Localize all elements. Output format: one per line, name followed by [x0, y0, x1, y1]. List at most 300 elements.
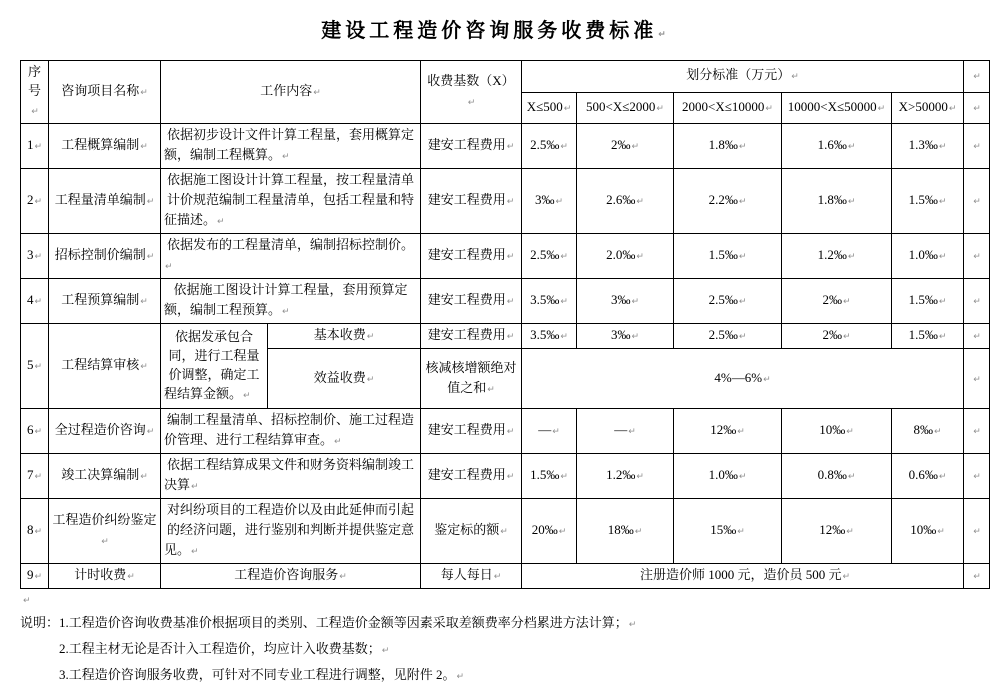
- rate-cell: [522, 454, 577, 499]
- rate-value: 1.5‰: [530, 467, 560, 482]
- paragraph-mark-icon: [242, 386, 251, 401]
- paragraph-mark-icon: [559, 247, 568, 262]
- paragraph-mark-icon: [559, 327, 568, 342]
- range-header-3: [782, 92, 892, 124]
- project-name: 全过程造价咨询: [54, 422, 146, 437]
- paragraph-mark-icon: [281, 147, 290, 162]
- paragraph-mark-icon: [190, 477, 199, 492]
- paragraph-mark-icon: [847, 137, 856, 152]
- row-end-mark-icon: [964, 234, 990, 279]
- work-content: 依据施工图设计计算工程量，套用预算定额，编制工程预算。: [164, 282, 408, 317]
- fee-base: 建安工程费用: [427, 327, 506, 342]
- table-row: [21, 124, 990, 169]
- paragraph-mark-icon: [381, 641, 390, 656]
- project-name: 工程预算编制: [61, 292, 140, 307]
- col-header-fee-base-label: 收费基数（X）: [427, 73, 515, 88]
- paragraph-mark-icon: [627, 422, 636, 437]
- rate-cell: [674, 169, 782, 234]
- paragraph-mark-icon: [33, 522, 42, 537]
- paragraph-mark-icon: [499, 522, 508, 537]
- paragraph-mark-icon: [559, 292, 568, 307]
- paragraph-mark-icon: [657, 20, 670, 42]
- work-content-cell: [161, 124, 421, 169]
- paragraph-mark-icon: [190, 542, 199, 557]
- note-line: [20, 611, 991, 637]
- rate-cell: [782, 279, 892, 324]
- note-text: 2.工程主材无论是否计入工程造价，均应计入收费基数；: [59, 641, 381, 656]
- paragraph-mark-icon: [146, 192, 155, 207]
- project-name: 计时收费: [74, 567, 127, 582]
- col-header-fee-base: [421, 61, 522, 124]
- work-content-cell: [161, 279, 421, 324]
- row-end-mark-icon: [964, 499, 990, 564]
- work-content-cell: [161, 499, 421, 564]
- col-header-seq: [21, 61, 49, 124]
- paragraph-mark-icon: [100, 532, 109, 547]
- work-content-cell: [161, 409, 421, 454]
- rate-value: 2‰: [822, 327, 842, 342]
- rate-value: 4%—6%: [714, 369, 763, 385]
- paragraph-mark-icon: [139, 357, 148, 372]
- paragraph-mark-icon: [559, 467, 568, 482]
- seq-value: 1: [26, 137, 34, 152]
- paragraph-mark-icon: [554, 192, 563, 207]
- rate-value: 2.5‰: [530, 137, 560, 152]
- fee-base-cell: [421, 349, 522, 409]
- fee-base: 建安工程费用: [427, 422, 506, 437]
- paragraph-mark-icon: [635, 247, 644, 262]
- paragraph-mark-icon: [938, 327, 947, 342]
- project-name: 工程造价纠纷鉴定: [52, 512, 157, 527]
- row-end-mark-icon: [964, 279, 990, 324]
- paragraph-mark-icon: [146, 247, 155, 262]
- paragraph-mark-icon: [738, 292, 747, 307]
- row-end-mark-icon: [964, 324, 990, 349]
- work-content-cell: [161, 564, 421, 589]
- paragraph-mark-icon: [456, 667, 465, 682]
- work-content: 依据发承包合同，进行工程量价调整，确定工程结算金额。: [164, 328, 260, 401]
- rate-cell: [782, 409, 892, 454]
- paragraph-mark-icon: [738, 192, 747, 207]
- rate-cell: [674, 124, 782, 169]
- project-name-cell: [49, 279, 161, 324]
- rate-cell: [892, 499, 964, 564]
- seq-cell: [21, 564, 49, 589]
- paragraph-mark-icon: [634, 522, 643, 537]
- table-row: [21, 454, 990, 499]
- paragraph-mark-icon: [139, 137, 148, 152]
- rate-value: 0.6‰: [908, 467, 938, 482]
- paragraph-mark-icon: [630, 137, 639, 152]
- rate-value: 20‰: [531, 522, 558, 537]
- work-content: 依据施工图设计计算工程量，按工程量清单计价规范编制工程量清单，包括工程量和特征描述。: [164, 172, 414, 227]
- paragraph-mark-icon: [847, 192, 856, 207]
- paragraph-mark-icon: [366, 370, 375, 385]
- range-header-label: 10000<X≤50000: [787, 98, 877, 114]
- fee-base-cell: [421, 234, 522, 279]
- fee-base: 建安工程费用: [427, 292, 506, 307]
- rate-value: 2.0‰: [606, 247, 636, 262]
- rate-cell: [577, 499, 674, 564]
- paragraph-mark-icon: [467, 93, 476, 108]
- paragraph-mark-icon: [33, 137, 42, 152]
- rate-cell: [577, 124, 674, 169]
- paragraph-mark-icon: [738, 467, 747, 482]
- rate-cell: [674, 409, 782, 454]
- empty-paragraph: [22, 591, 991, 607]
- paragraph-mark-icon: [312, 83, 321, 98]
- note-line: [20, 637, 991, 663]
- table-row-hourly: [21, 564, 990, 589]
- fee-base: 鉴定标的额: [434, 522, 500, 537]
- paragraph-mark-icon: [338, 567, 347, 582]
- paragraph-mark-icon: [506, 292, 515, 307]
- paragraph-mark-icon: [933, 422, 942, 437]
- paragraph-mark-icon: [842, 327, 851, 342]
- fee-base-cell: [421, 169, 522, 234]
- rate-value: 18‰: [607, 522, 634, 537]
- fee-base-cell: [421, 324, 522, 349]
- col-header-standard-label: 划分标准（万元）: [686, 67, 791, 83]
- rate-value: 1.8‰: [708, 137, 738, 152]
- table-row: [21, 409, 990, 454]
- paragraph-mark-icon: [938, 137, 947, 152]
- paragraph-mark-icon: [845, 422, 854, 437]
- rate-value: 2.2‰: [708, 192, 738, 207]
- paragraph-mark-icon: [33, 467, 42, 482]
- fee-base-cell: [421, 409, 522, 454]
- rate-value: —: [538, 422, 552, 437]
- work-content: 编制工程量清单、招标控制价、施工过程造价管理、进行工程结算审查。: [164, 412, 414, 447]
- rate-value: 1.5‰: [908, 292, 938, 307]
- rate-value: 2.6‰: [606, 192, 636, 207]
- paragraph-mark-icon: [738, 247, 747, 262]
- project-name: 工程概算编制: [61, 137, 140, 152]
- row-end-mark-icon: [964, 409, 990, 454]
- fee-base-cell: [421, 454, 522, 499]
- row-end-mark-icon: [964, 124, 990, 169]
- col-header-seq-label: 序号: [27, 64, 41, 98]
- work-content-cell: [161, 234, 421, 279]
- fee-base: 核减核增额绝对值之和: [425, 359, 517, 395]
- paragraph-mark-icon: [506, 467, 515, 482]
- fee-standard-table: [20, 60, 990, 589]
- seq-value: 9: [26, 567, 34, 582]
- work-content-cell: [161, 169, 421, 234]
- rate-value: 2.5‰: [530, 247, 560, 262]
- seq-cell: [21, 169, 49, 234]
- paragraph-mark-icon: [139, 292, 148, 307]
- rate-value: 15‰: [710, 522, 737, 537]
- col-header-project-name: [49, 61, 161, 124]
- rate-value: 3‰: [534, 192, 555, 207]
- project-name-cell: [49, 454, 161, 499]
- paragraph-mark-icon: [938, 192, 947, 207]
- paragraph-mark-icon: [146, 422, 155, 437]
- sub-fee-type: 效益收费: [313, 369, 366, 385]
- work-content: 对纠纷项目的工程造价以及由此延伸而引起的经济问题，进行鉴别和判断并提供鉴定意见。: [164, 502, 414, 557]
- paragraph-mark-icon: [333, 432, 342, 447]
- fee-base-cell: [421, 564, 522, 589]
- project-name-cell: [49, 169, 161, 234]
- paragraph-mark-icon: [841, 567, 850, 582]
- paragraph-mark-icon: [630, 327, 639, 342]
- rate-cell: [782, 124, 892, 169]
- table-row-settlement-basic: [21, 324, 990, 349]
- paragraph-mark-icon: [790, 67, 799, 82]
- paragraph-mark-icon: [847, 467, 856, 482]
- range-header-label: X>50000: [898, 98, 948, 114]
- paragraph-mark-icon: [506, 422, 515, 437]
- project-name-cell: [49, 409, 161, 454]
- rate-cell: [577, 324, 674, 349]
- paragraph-mark-icon: [847, 247, 856, 262]
- rate-cell: [892, 124, 964, 169]
- paragraph-mark-icon: [33, 357, 42, 372]
- rate-cell: [782, 169, 892, 234]
- sub-fee-type-cell: [268, 349, 421, 409]
- seq-cell: [21, 324, 49, 409]
- seq-cell: [21, 124, 49, 169]
- row-end-mark-icon: [964, 349, 990, 409]
- paragraph-mark-icon: [738, 327, 747, 342]
- row-end-mark-icon: [964, 92, 990, 124]
- rate-cell: [522, 124, 577, 169]
- project-name-cell: [49, 324, 161, 409]
- col-header-standard: [522, 61, 964, 93]
- document-page: [0, 18, 991, 682]
- rate-cell: [522, 499, 577, 564]
- rate-cell-merged: [522, 349, 964, 409]
- paragraph-mark-icon: [628, 615, 637, 630]
- project-name-cell: [49, 124, 161, 169]
- rate-cell: [892, 324, 964, 349]
- rate-value: 12‰: [819, 522, 846, 537]
- rate-value: 1.5‰: [908, 192, 938, 207]
- paragraph-mark-icon: [506, 327, 515, 342]
- rate-value: 2.5‰: [708, 292, 738, 307]
- rate-value: 1.2‰: [817, 247, 847, 262]
- rate-value: 1.3‰: [908, 137, 938, 152]
- col-header-project-name-label: 咨询项目名称: [61, 83, 140, 98]
- fee-base-cell: [421, 279, 522, 324]
- fee-base-cell: [421, 499, 522, 564]
- rate-value: 10‰: [910, 522, 937, 537]
- paragraph-mark-icon: [493, 567, 502, 582]
- paragraph-mark-icon: [738, 137, 747, 152]
- seq-value: 3: [26, 247, 34, 262]
- rate-value: 8‰: [913, 422, 933, 437]
- col-header-work-content: [161, 61, 421, 124]
- paragraph-mark-icon: [936, 522, 945, 537]
- paragraph-mark-icon: [506, 137, 515, 152]
- rate-value: 注册造价师 1000 元，造价员 500 元: [639, 567, 842, 582]
- rate-cell: [577, 409, 674, 454]
- rate-cell: [892, 169, 964, 234]
- rate-cell: [674, 279, 782, 324]
- paragraph-mark-icon: [842, 292, 851, 307]
- rate-value: 3.5‰: [530, 292, 560, 307]
- rate-cell: [892, 234, 964, 279]
- rate-value: 3.5‰: [530, 327, 560, 342]
- seq-value: 7: [26, 467, 34, 482]
- range-header-label: X≤500: [526, 98, 563, 114]
- fee-base: 建安工程费用: [427, 467, 506, 482]
- rate-cell: [782, 234, 892, 279]
- paragraph-mark-icon: [126, 567, 135, 582]
- range-header-1: [577, 92, 674, 124]
- paragraph-mark-icon: [938, 292, 947, 307]
- rate-cell: [522, 409, 577, 454]
- table-row: [21, 234, 990, 279]
- project-name-cell: [49, 564, 161, 589]
- rate-value: 1.5‰: [908, 327, 938, 342]
- rate-value: 12‰: [710, 422, 737, 437]
- seq-value: 5: [26, 357, 34, 372]
- row-end-mark-icon: [964, 564, 990, 589]
- paragraph-mark-icon: [33, 247, 42, 262]
- paragraph-mark-icon: [366, 327, 375, 342]
- paragraph-mark-icon: [845, 522, 854, 537]
- rate-cell: [674, 324, 782, 349]
- seq-value: 6: [26, 422, 34, 437]
- row-end-mark-icon: [964, 454, 990, 499]
- seq-cell: [21, 234, 49, 279]
- rate-cell: [522, 169, 577, 234]
- project-name-cell: [49, 499, 161, 564]
- page-title: [0, 18, 991, 48]
- row-end-mark-icon: [964, 61, 990, 93]
- rate-value: 3‰: [610, 327, 631, 342]
- seq-value: 2: [26, 192, 34, 207]
- paragraph-mark-icon: [216, 212, 225, 227]
- rate-cell: [782, 454, 892, 499]
- paragraph-mark-icon: [655, 99, 664, 114]
- rate-value: 0.8‰: [817, 467, 847, 482]
- rate-value: 2‰: [822, 292, 842, 307]
- rate-cell: [577, 454, 674, 499]
- table-row: [21, 279, 990, 324]
- paragraph-mark-icon: [506, 247, 515, 262]
- seq-cell: [21, 409, 49, 454]
- work-content: 依据工程结算成果文件和财务资料编制竣工决算: [164, 457, 414, 492]
- work-content: 依据发布的工程量清单，编制招标控制价。: [166, 237, 414, 252]
- range-header-label: 2000<X≤10000: [682, 98, 765, 114]
- paragraph-mark-icon: [506, 192, 515, 207]
- work-content: 工程造价咨询服务: [234, 567, 339, 582]
- paragraph-mark-icon: [877, 99, 886, 114]
- seq-value: 8: [26, 522, 34, 537]
- rate-cell: [892, 409, 964, 454]
- rate-cell: [674, 499, 782, 564]
- paragraph-mark-icon: [558, 522, 567, 537]
- rate-cell-merged: [522, 564, 964, 589]
- paragraph-mark-icon: [22, 590, 31, 607]
- note-line: [20, 663, 991, 689]
- seq-cell: [21, 499, 49, 564]
- paragraph-mark-icon: [764, 99, 773, 114]
- work-content-cell: [161, 454, 421, 499]
- seq-cell: [21, 279, 49, 324]
- fee-base: 建安工程费用: [427, 137, 506, 152]
- project-name-cell: [49, 234, 161, 279]
- fee-base: 每人每日: [440, 567, 493, 582]
- rate-cell: [674, 454, 782, 499]
- seq-value: 4: [26, 292, 34, 307]
- paragraph-mark-icon: [281, 302, 290, 317]
- rate-value: 1.6‰: [817, 137, 847, 152]
- rate-value: 2‰: [610, 137, 631, 152]
- rate-cell: [892, 279, 964, 324]
- rate-cell: [782, 324, 892, 349]
- paragraph-mark-icon: [736, 522, 745, 537]
- rate-value: 1.0‰: [708, 467, 738, 482]
- rate-cell: [892, 454, 964, 499]
- rate-cell: [522, 279, 577, 324]
- paragraph-mark-icon: [630, 292, 639, 307]
- paragraph-mark-icon: [164, 257, 173, 272]
- rate-value: 1.2‰: [606, 467, 636, 482]
- table-row: [21, 169, 990, 234]
- paragraph-mark-icon: [486, 380, 495, 395]
- rate-value: 1.8‰: [817, 192, 847, 207]
- range-header-label: 500<X≤2000: [586, 98, 656, 114]
- fee-base: 建安工程费用: [427, 192, 506, 207]
- project-name: 工程结算审核: [61, 357, 140, 372]
- project-name: 招标控制价编制: [54, 247, 146, 262]
- sub-fee-type-cell: [268, 324, 421, 349]
- seq-cell: [21, 454, 49, 499]
- rate-cell: [577, 169, 674, 234]
- rate-value: 1.0‰: [908, 247, 938, 262]
- fee-base-cell: [421, 124, 522, 169]
- rate-cell: [674, 234, 782, 279]
- paragraph-mark-icon: [635, 192, 644, 207]
- paragraph-mark-icon: [938, 247, 947, 262]
- paragraph-mark-icon: [33, 567, 42, 582]
- notes-section: [20, 611, 991, 689]
- fee-base: 建安工程费用: [427, 247, 506, 262]
- paragraph-mark-icon: [762, 370, 771, 385]
- paragraph-mark-icon: [948, 99, 957, 114]
- paragraph-mark-icon: [139, 467, 148, 482]
- table-row: [21, 499, 990, 564]
- work-content-cell: [161, 324, 268, 409]
- paragraph-mark-icon: [736, 422, 745, 437]
- rate-value: 1.5‰: [708, 247, 738, 262]
- rate-cell: [782, 499, 892, 564]
- paragraph-mark-icon: [559, 137, 568, 152]
- project-name: 竣工决算编制: [61, 467, 140, 482]
- rate-value: —: [614, 422, 628, 437]
- range-header-2: [674, 92, 782, 124]
- paragraph-mark-icon: [563, 99, 572, 114]
- paragraph-mark-icon: [635, 467, 644, 482]
- work-content: 依据初步设计文件计算工程量，套用概算定额，编制工程概算。: [164, 127, 414, 162]
- rate-cell: [577, 279, 674, 324]
- paragraph-mark-icon: [139, 83, 148, 98]
- paragraph-mark-icon: [551, 422, 560, 437]
- header-row-1: [21, 61, 990, 93]
- paragraph-mark-icon: [938, 467, 947, 482]
- note-text: 3.工程造价咨询服务收费，可针对不同专业工程进行调整，见附件 2。: [59, 667, 456, 682]
- paragraph-mark-icon: [33, 292, 42, 307]
- rate-cell: [522, 234, 577, 279]
- rate-value: 2.5‰: [708, 327, 738, 342]
- note-text: 1.工程造价咨询收费基准价根据项目的类别、工程造价金额等因素采取差额费率分档累进方法计算；: [59, 615, 628, 630]
- rate-cell: [522, 324, 577, 349]
- rate-value: 10‰: [819, 422, 846, 437]
